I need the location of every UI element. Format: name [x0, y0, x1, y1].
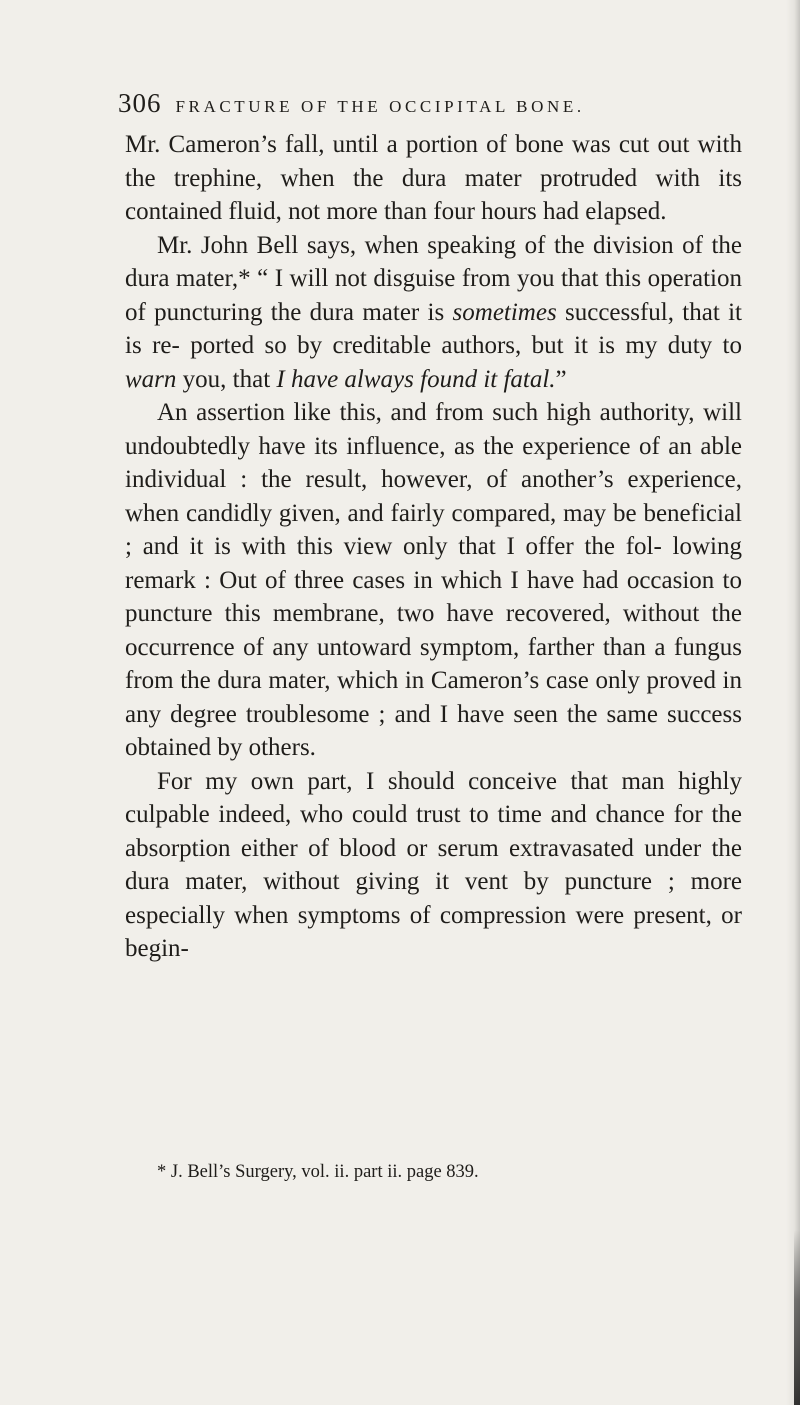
body-paragraph	[125, 396, 742, 765]
text-run: successful, that it is re- ported so by creditable authors, but it is my duty to	[125, 298, 742, 359]
footnote: * J. Bell’s Surgery, vol. ii. part ii. page 839.	[157, 1162, 479, 1182]
page-edge-dark	[794, 1230, 800, 1405]
page-header	[118, 88, 758, 124]
text-run: An assertion like this, and from such high authority, will undoubtedly have its influence, as the experience of an able individual : the result, however, of another’s experience, when candidly given, and fairly compared, may be beneficial ; and it is with this view only that I offer the fol- lowing remark : Out of three cases in which I have had occasion to puncture this membrane, two have recovered, without the occurrence of any untoward symptom, farther than a fungus from the dura mater, which in Cameron’s case only proved in any degree troublesome ; and I have seen the same success obtained by others.	[125, 399, 742, 761]
body-paragraph	[125, 128, 742, 229]
page-edge-shadow	[786, 0, 800, 1405]
page-number: 306	[118, 88, 162, 118]
italic-text: I have always found it fatal.	[276, 365, 556, 393]
text-run: ”	[555, 365, 567, 393]
text-run: Mr. Cameron’s fall, until a portion of bone was cut out with the trephine, when the dura mater protruded with its contained fluid, not more than four hours had elapsed.	[125, 131, 742, 225]
body-paragraph	[125, 229, 742, 397]
text-run: For my own part, I should conceive that man highly culpable indeed, who could trust to time and chance for the absorption either of blood or serum extravasated under the dura mater, without giving it vent by puncture ; more especially when symptoms of compression were present, or begin-	[125, 767, 742, 962]
text-run: Mr. John Bell says, when speaking of the division of the dura mater,* “ I will not disguise from you that this operation of puncturing the dura mater is	[125, 231, 742, 326]
text-run: you, that	[176, 365, 277, 393]
italic-text: sometimes	[452, 298, 557, 326]
italic-text: warn	[125, 365, 177, 393]
body-paragraph	[125, 765, 742, 966]
body-text	[125, 128, 742, 966]
running-head: FRACTURE OF THE OCCIPITAL BONE.	[175, 97, 585, 116]
